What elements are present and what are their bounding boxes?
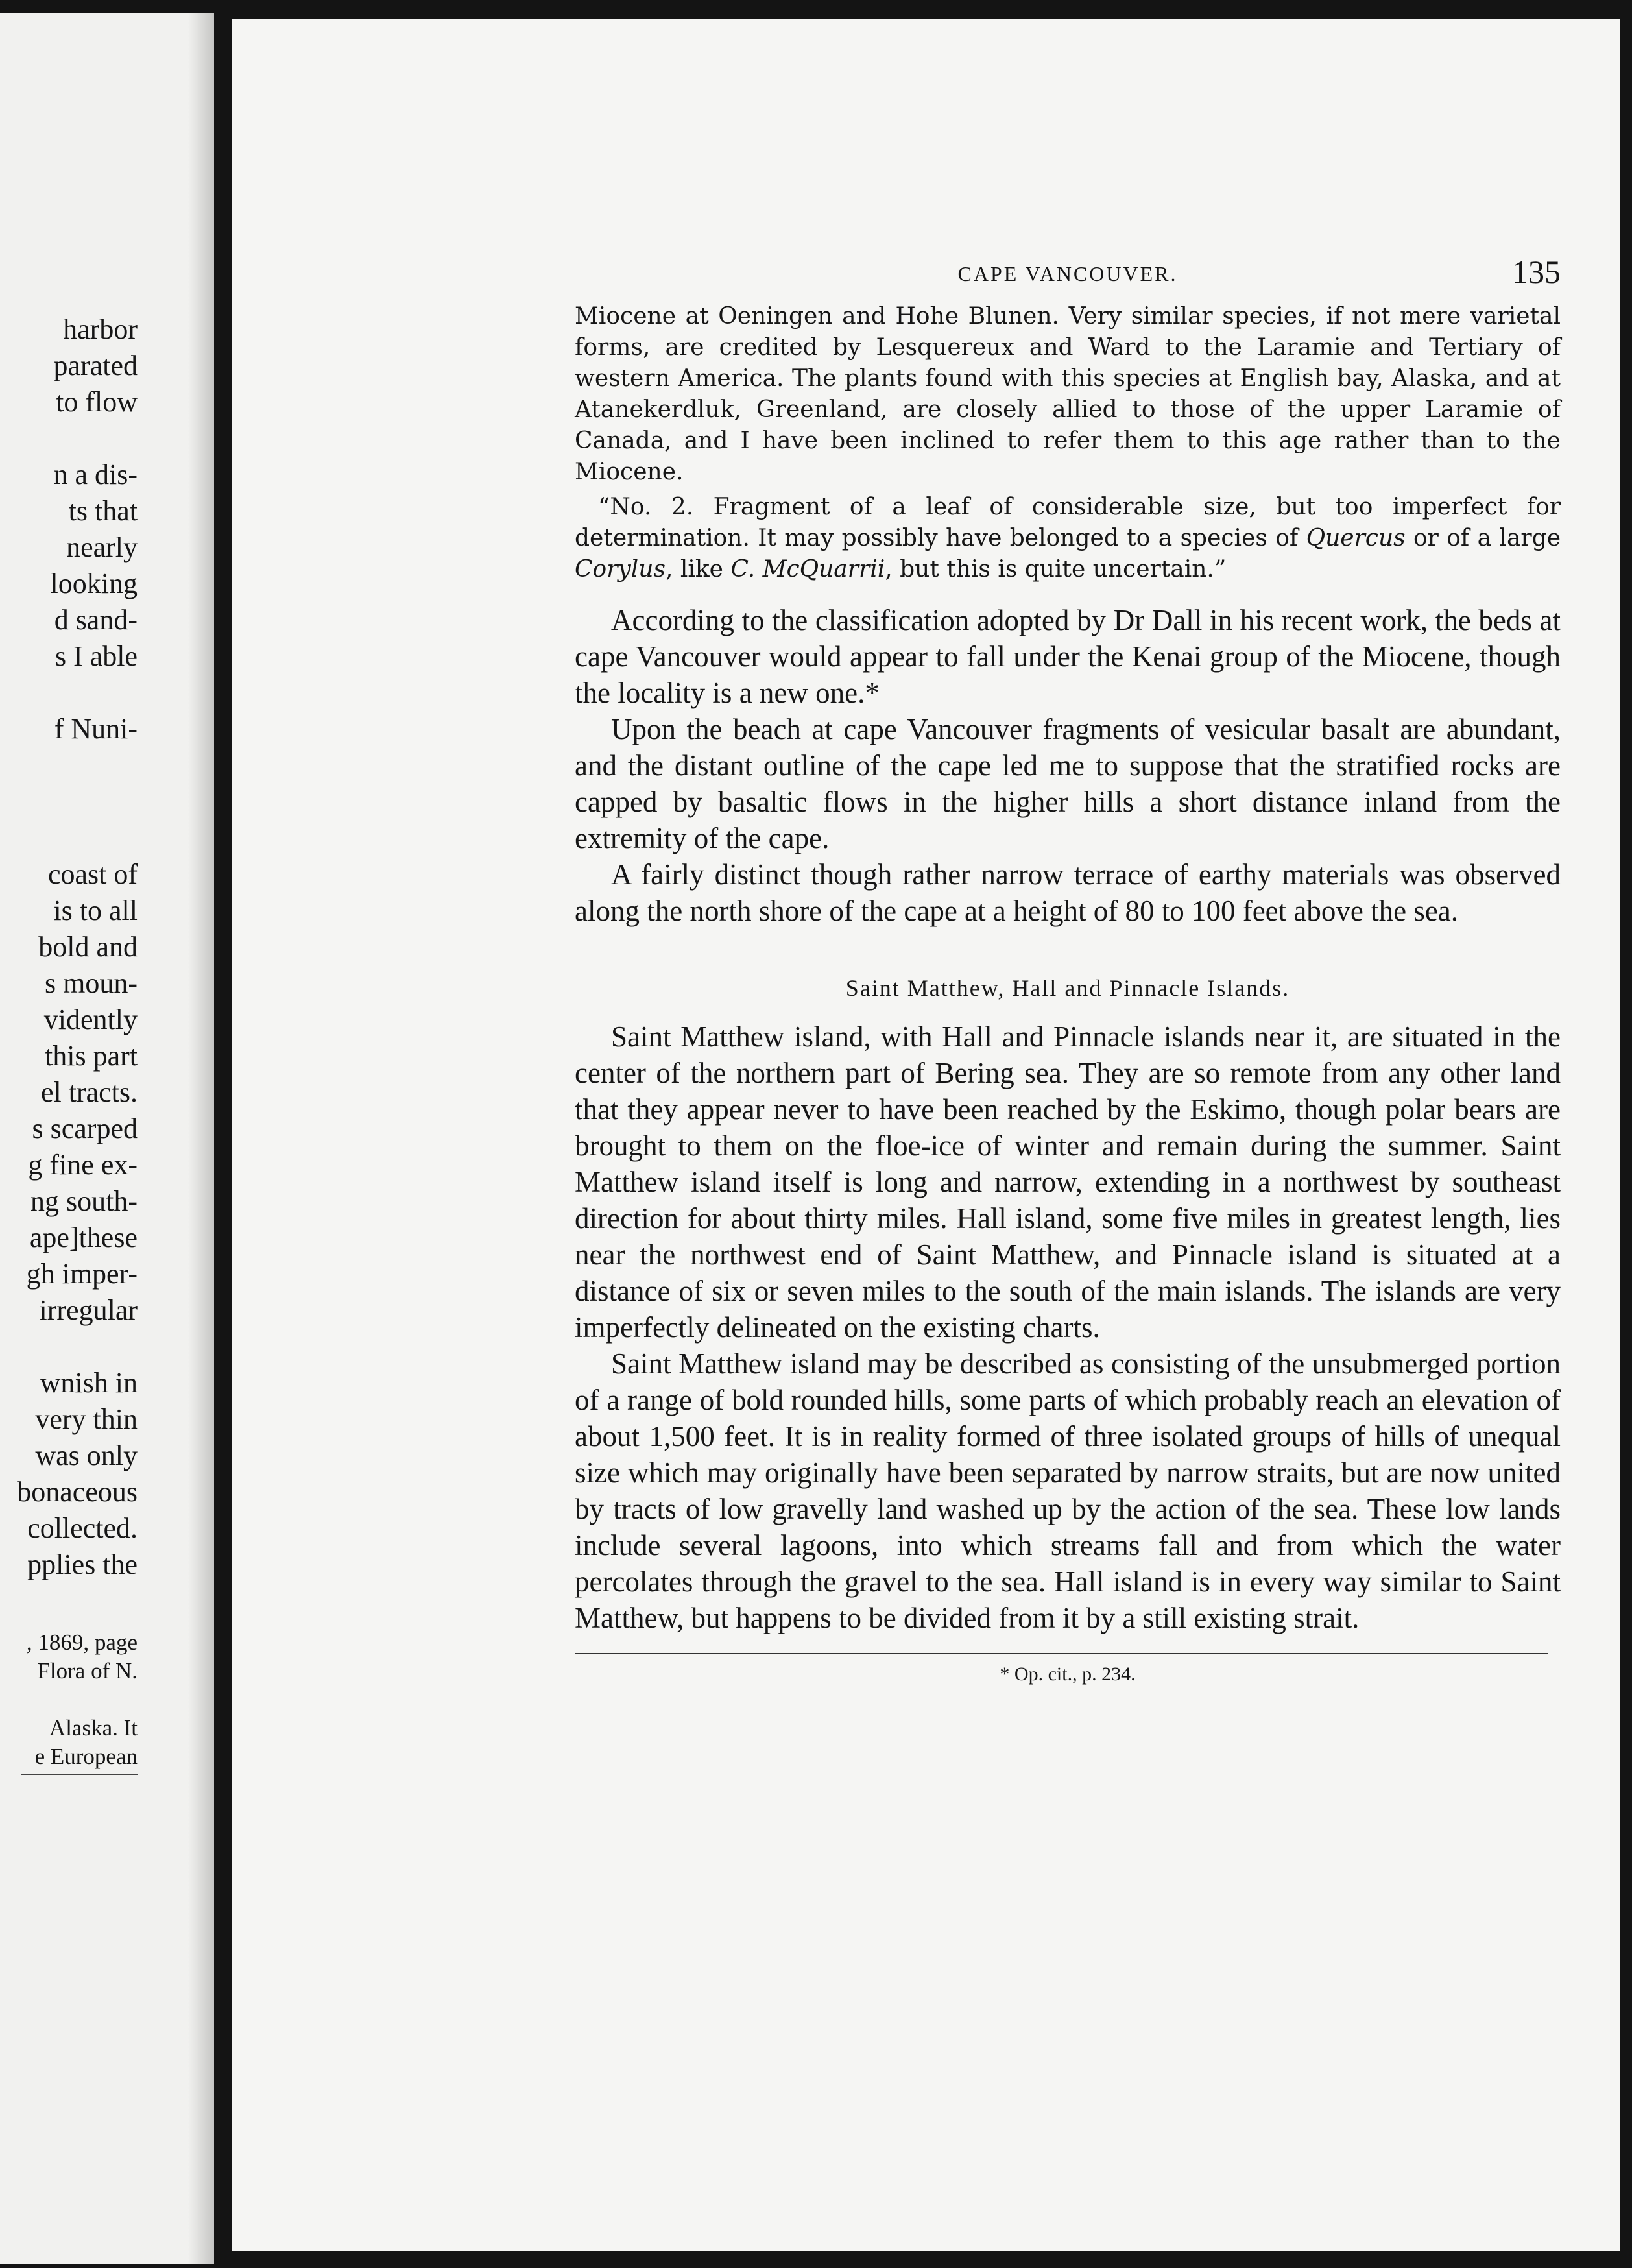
left-page-line: d sand- bbox=[54, 604, 138, 636]
left-page-line bbox=[0, 820, 138, 856]
gutter-shadow bbox=[188, 13, 214, 2264]
left-page-footnote-line: , 1869, page bbox=[26, 1630, 138, 1655]
left-page-line: f Nuni- bbox=[54, 713, 138, 745]
left-page-line: looking bbox=[50, 568, 138, 599]
page bbox=[232, 19, 1620, 2251]
left-page-line: s moun- bbox=[45, 967, 138, 999]
footnote: * Op. cit., p. 234. bbox=[1000, 1663, 1136, 1685]
left-page-footnote-line bbox=[0, 1685, 138, 1714]
left-page-line: n a dis- bbox=[53, 459, 138, 490]
left-page-footnote-line: e European bbox=[34, 1744, 138, 1769]
body-paragraph: Upon the beach at cape Vancouver fragments of vesicular basalt are abundant, and the distant outline of the cape led me to suppose that the stratified rocks are capped by basaltic flows in the higher hills a short distance inland from the extremity of the cape. bbox=[575, 713, 1561, 854]
left-page-line: el tracts. bbox=[40, 1076, 138, 1108]
running-head-title: CAPE VANCOUVER. bbox=[957, 262, 1178, 285]
quote-paragraph-1: Miocene at Oeningen and Hohe Blunen. Very similar species, if not mere varietal forms, are credited by Lesquereux and Ward to the Laramie and Tertiary of western America. The plants found with this species at English bay, Alaska, and at Atanekerdluk, Greenland, are closely allied to those of the upper Laramie of Canada, and I have been inclined to refer them to this age rather than to the Miocene. bbox=[575, 303, 1561, 485]
taxon-name: C. McQuarrii bbox=[730, 556, 885, 583]
left-page-line: was only bbox=[35, 1440, 138, 1471]
taxon-name: Quercus bbox=[1306, 525, 1406, 551]
left-page-footnote-line: Alaska. It bbox=[49, 1715, 138, 1741]
left-page-footnote-line: Flora of N. bbox=[37, 1658, 138, 1683]
left-page-line: bonaceous bbox=[17, 1476, 138, 1508]
page-number: 135 bbox=[1512, 254, 1561, 290]
left-page-line bbox=[0, 747, 138, 784]
left-page-line: s I able bbox=[54, 640, 138, 672]
body-paragraph: Saint Matthew island may be described as consisting of the unsubmerged portion of a range of bold rounded hills, some parts of which probably reach an elevation of about 1,500 feet. It is in reality formed of three isolated groups of hills of unequal size which may originally have been separated by narrow straits, but are now united by tracts of low gravelly land washed up by the action of the sea. These low lands include several lagoons, into which streams fall and from which the water percolates through the gravel to the sea. Hall island is in every way similar to Saint Matthew, but happens to be divided from it by a still existing strait. bbox=[575, 1347, 1561, 1634]
left-page-line: nearly bbox=[66, 531, 138, 563]
quote-text: or of a large bbox=[1405, 525, 1561, 551]
section-heading: Saint Matthew, Hall and Pinnacle Islands. bbox=[845, 975, 1290, 1001]
left-page-line: parated bbox=[53, 350, 138, 381]
quote-text: “No. 2. Fragment of a leaf of considerable size, but too imperfect for determination. It may possibly have belonged to a species of bbox=[575, 494, 1561, 551]
left-page-line bbox=[0, 420, 138, 457]
left-page-line: vidently bbox=[43, 1004, 138, 1035]
running-head bbox=[575, 253, 1561, 301]
quote-text: , but this is quite uncertain.” bbox=[885, 556, 1227, 583]
left-page-line: collected. bbox=[27, 1512, 138, 1544]
left-page-line: coast of bbox=[47, 858, 138, 890]
left-page-line bbox=[0, 675, 138, 711]
cape-vancouver-text bbox=[575, 602, 1561, 929]
left-page-line: this part bbox=[45, 1040, 138, 1072]
left-page-footnote-rule bbox=[21, 1774, 138, 1775]
left-page-line: harbor bbox=[63, 313, 138, 345]
left-page-line: ts that bbox=[68, 495, 138, 527]
left-page-line: ape]these bbox=[29, 1222, 138, 1253]
left-page-line: gh imper- bbox=[26, 1258, 138, 1290]
saint-matthew-text bbox=[575, 1019, 1561, 1636]
left-page-line: pplies the bbox=[27, 1549, 138, 1580]
left-page-line: is to all bbox=[53, 895, 138, 926]
left-page-line: irregular bbox=[39, 1294, 138, 1326]
page-content bbox=[575, 253, 1561, 1685]
left-page-line: to flow bbox=[56, 386, 138, 418]
left-page-line bbox=[0, 1329, 138, 1365]
body-paragraph: A fairly distinct though rather narrow terrace of earthy materials was observed along the north shore of the cape at a height of 80 to 100 feet above the sea. bbox=[575, 858, 1561, 927]
body-paragraph: According to the classification adopted by Dr Dall in his recent work, the beds at cape Vancouver would appear to fall under the Kenai group of the Miocene, though the locality is a new one.* bbox=[575, 604, 1561, 709]
footnote-rule bbox=[575, 1653, 1548, 1654]
left-page-fragment bbox=[0, 13, 214, 2264]
left-page-line: very thin bbox=[35, 1403, 138, 1435]
left-page-line bbox=[0, 784, 138, 820]
left-page-line: bold and bbox=[38, 931, 138, 963]
left-page-line: wnish in bbox=[40, 1367, 138, 1399]
quote-text: , like bbox=[665, 556, 731, 583]
quoted-passage bbox=[575, 301, 1561, 585]
left-page-line: s scarped bbox=[32, 1113, 138, 1144]
left-page-line: ng south- bbox=[30, 1185, 138, 1217]
left-page-line: g fine ex- bbox=[28, 1149, 138, 1181]
left-page-text bbox=[0, 311, 138, 1775]
taxon-name: Corylus bbox=[575, 556, 666, 583]
quote-paragraph-2 bbox=[575, 492, 1561, 585]
body-paragraph: Saint Matthew island, with Hall and Pinnacle islands near it, are situated in the center of the northern part of Bering sea. They are so remote from any other land that they appear never to have been reached by the Eskimo, though polar bears are brought to them on the floe-ice of winter and remain during the summer. Saint Matthew island itself is long and narrow, extending in a northwest by southeast direction for about thirty miles. Hall island, some five miles in greatest length, lies near the northwest end of Saint Matthew, and Pinnacle island is situated at a distance of six or seven miles to the south of the main islands. The islands are very imperfectly delineated on the existing charts. bbox=[575, 1020, 1561, 1344]
